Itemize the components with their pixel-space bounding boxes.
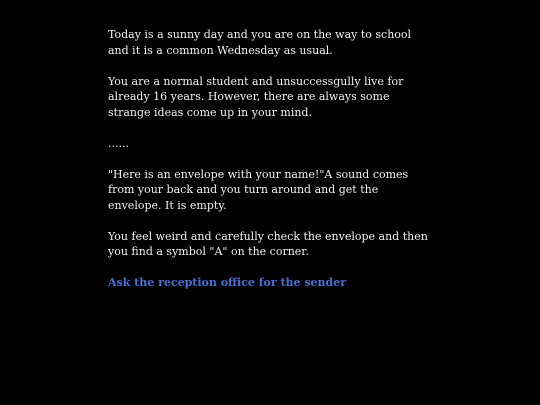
story-paragraph-4: You feel weird and carefully check the envelope and then you find a symbol "A" on the corner.	[108, 229, 428, 258]
story-paragraph-2: You are a normal student and unsuccessgully live for already 16 years. However, there are always some strange ideas come up in your mind.	[108, 74, 404, 119]
story-paragraph-1: Today is a sunny day and you are on the way to school and it is a common Wednesday as usual.	[108, 28, 412, 57]
story-paragraph-3: "Here is an envelope with your name!"A sound comes from your back and you turn around and get the envelope. It is empty.	[108, 167, 409, 212]
story-paragraph-ellipsis: ......	[108, 136, 129, 150]
choice-link-ask-reception[interactable]: Ask the reception office for the sender	[108, 276, 347, 289]
story-passage	[108, 27, 428, 291]
